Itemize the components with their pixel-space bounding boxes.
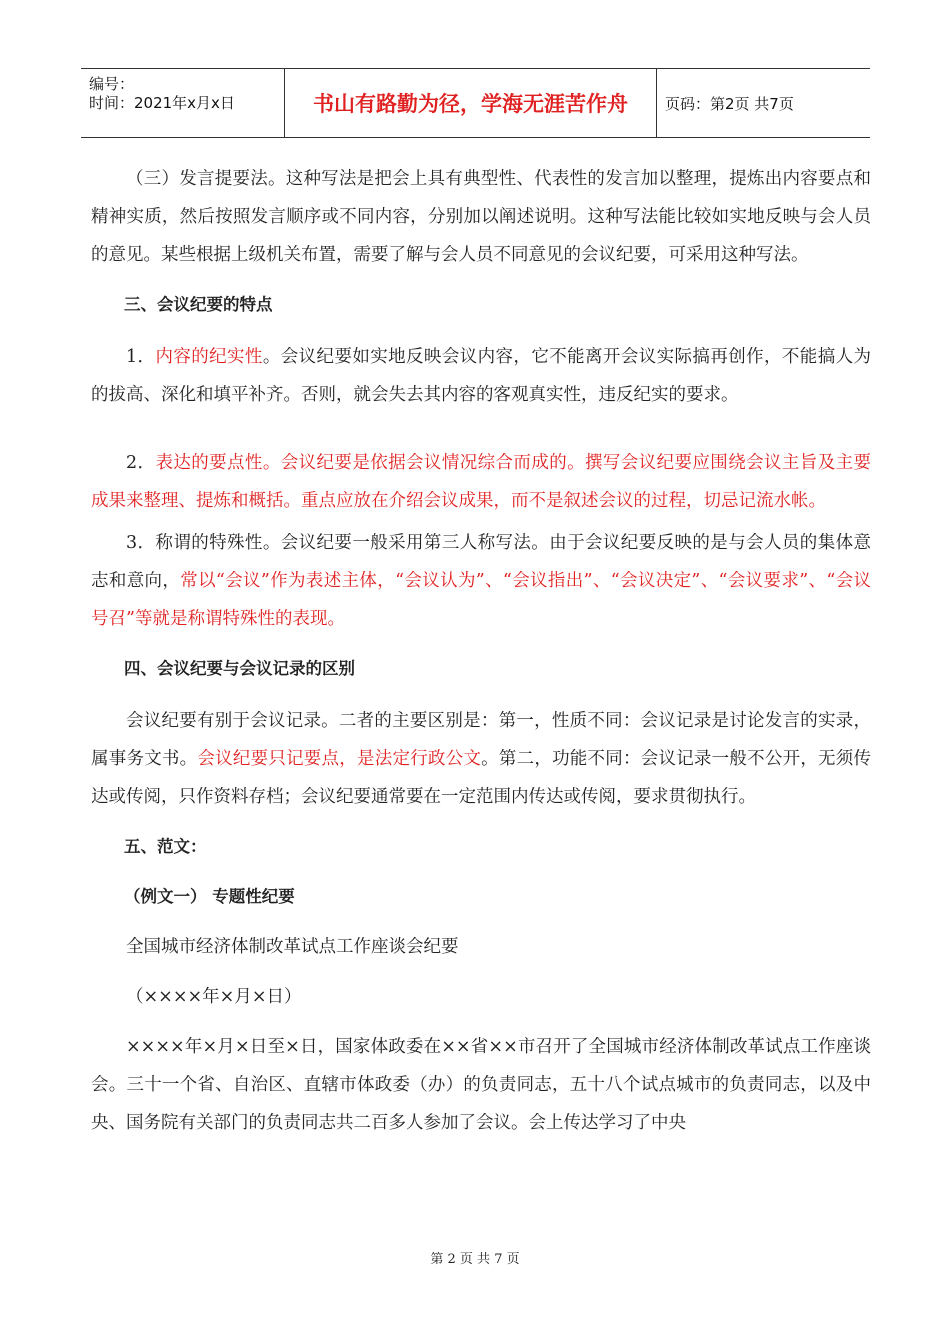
feature-1-text: 。会议纪要如实地反映会议内容，它不能离开会议实际搞再创作，不能搞人为的拔高、深化和填平补齐。否则，就会失去其内容的客观真实性，违反纪实的要求。: [91, 347, 872, 405]
paragraph-feature-3: [91, 524, 871, 638]
feature-1-highlight: 内容的纪实性: [155, 347, 263, 367]
page-header: [81, 68, 870, 138]
header-page-label: 页码：第2页 共7页: [665, 94, 794, 113]
example-date: （××××年×月×日）: [126, 987, 302, 1007]
feature-1-number: 1．: [126, 347, 156, 367]
header-meta: [81, 69, 284, 137]
section-heading-examples: 五、范文：: [124, 837, 207, 856]
document-body: [91, 160, 871, 1142]
document-number-label: 编号：: [89, 75, 135, 93]
section-heading-difference: 四、会议纪要与会议记录的区别: [124, 659, 355, 678]
paragraph-feature-1: [91, 338, 871, 414]
feature-2-number: 2．: [126, 453, 156, 473]
paragraph-feature-2: [91, 444, 871, 520]
feature-3-text: 3．称谓的特殊性。会议纪要一般采用第三人称写法。由于会议纪要反映的是与会人员的集体意志和意向，: [91, 533, 871, 591]
example-document-name: 全国城市经济体制改革试点工作座谈会纪要: [126, 937, 459, 957]
difference-text-end: 。第二，功能不同：会议记录一般不公开，无须传达或传阅，只作资料存档；会议纪要通常要在一定范围内传达或传阅，要求贯彻执行。: [91, 749, 872, 807]
document-time-label: 时间：2021年x月x日: [89, 94, 235, 112]
difference-text-start: 会议纪要有别于会议记录。二者的主要区别是：第一，性质不同：会议记录是讨论发言的实录，属事务文书。: [91, 711, 871, 769]
header-motto: 书山有路勤为径，学海无涯苦作舟: [284, 69, 657, 137]
section-heading-features: 三、会议纪要的特点: [124, 295, 273, 314]
example-title: （例文一） 专题性纪要: [124, 887, 295, 906]
paragraph-difference: [91, 702, 871, 816]
feature-3-highlight: 常以“会议”作为表述主体，“会议认为”、“会议指出”、“会议决定”、“会议要求”、“会议号召”等就是称谓特殊性的表现。: [91, 571, 871, 629]
page-footer: 第 2 页 共 7 页: [430, 1252, 520, 1267]
paragraph-speech-summary: （三）发言提要法。这种写法是把会上具有典型性、代表性的发言加以整理，提炼出内容要点和精神实质，然后按照发言顺序或不同内容，分别加以阐述说明。这种写法能比较如实地反映与会人员的意见。某些根据上级机关布置，需要了解与会人员不同意见的会议纪要，可采用这种写法。: [91, 169, 871, 265]
feature-2-highlight: 表达的要点性。会议纪要是依据会议情况综合而成的。撰写会议纪要应围绕会议主旨及主要成果来整理、提炼和概括。重点应放在介绍会议成果，而不是叙述会议的过程，切忌记流水帐。: [91, 453, 871, 511]
difference-highlight: 会议纪要只记要点，是法定行政公文: [197, 749, 482, 769]
example-body: ××××年×月×日至×日，国家体政委在××省××市召开了全国城市经济体制改革试点工作座谈会。三十一个省、自治区、直辖市体政委（办）的负责同志，五十八个试点城市的负责同志，以及中央、国务院有关部门的负责同志共二百多人参加了会议。会上传达学习了中央: [91, 1037, 871, 1133]
